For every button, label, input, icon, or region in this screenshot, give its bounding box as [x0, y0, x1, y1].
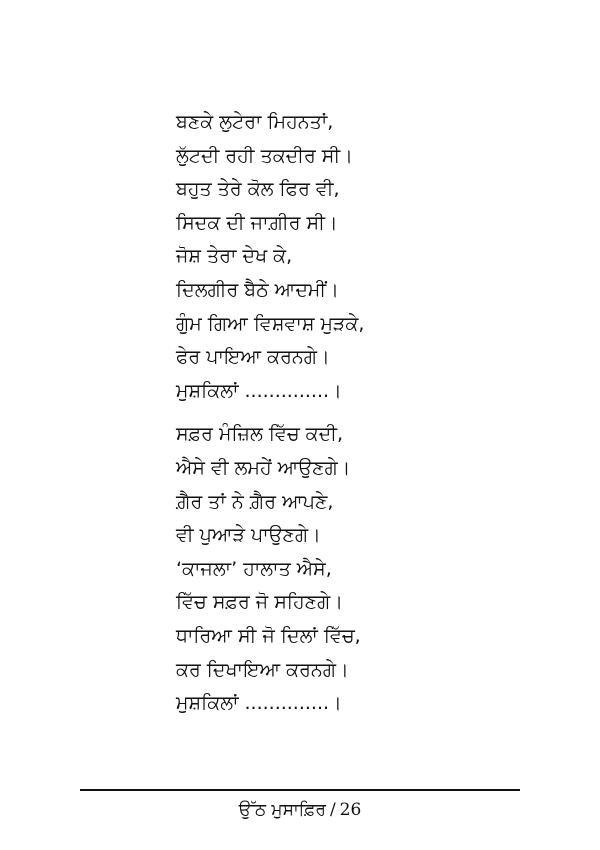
poem-line: ‘ਕਾਜਲਾ’ ਹਾਲਾਤ ਐਸੇ,	[176, 557, 332, 580]
footer-divider	[80, 789, 520, 791]
poem-line: ਧਾਰਿਆ ਸੀ ਜੋ ਦਿਲਾਂ ਵਿੱਚ,	[176, 624, 361, 647]
poem-line: ਵੀ ਪੁਆੜੇ ਪਾਉਣਗੇ।	[176, 524, 321, 547]
poem-line: ਬਹੁਤ ਤੇਰੇ ਕੋਲ ਫਿਰ ਵੀ,	[176, 178, 340, 201]
poem-line: ਐਸੇ ਵੀ ਲਮਹੇਂ ਆਉਣਗੇ।	[176, 456, 351, 479]
poem-line: ਵਿੱਚ ਸਫ਼ਰ ਜੋ ਸਹਿਣਗੇ।	[176, 591, 344, 614]
poem-line: ਗੁੰਮ ਗਿਆ ਵਿਸ਼ਵਾਸ਼ ਮੁੜਕੇ,	[176, 312, 365, 335]
stanza-2	[176, 418, 576, 720]
poem-line: ਬਣਕੇ ਲੁਟੇਰਾ ਮਿਹਨਤਾਂ,	[176, 111, 334, 133]
poem-line: ਲੁੱਟਦੀ ਰਹੀ ਤਕਦੀਰ ਸੀ।	[176, 144, 353, 167]
poem-line: ਫੇਰ ਪਾਇਆ ਕਰਨਗੇ।	[176, 346, 330, 369]
refrain-line: ਮੁਸ਼ਕਿਲਾਂ ..............।	[176, 692, 342, 715]
footer-separator: /	[329, 800, 336, 820]
refrain-line: ਮੁਸ਼ਕਿਲਾਂ ..............।	[176, 379, 342, 402]
poem-line: ਸਿਦਕ ਦੀ ਜਾਗ਼ੀਰ ਸੀ।	[176, 211, 338, 234]
page-number: 26	[339, 800, 362, 820]
poem-line: ਜੋਸ਼ ਤੇਰਾ ਦੇਖ ਕੇ,	[176, 245, 293, 268]
poem-line: ਕਰ ਦਿਖਾਇਆ ਕਰਨਗੇ।	[176, 658, 349, 681]
poem-line: ਦਿਲਗੀਰ ਬੈਠੇ ਆਦਮੀਂ।	[176, 278, 339, 301]
book-title: ਉੱਠ ਮੁਸਾਫ਼ਿਰ	[238, 800, 326, 820]
poem	[176, 106, 576, 721]
stanza-1	[176, 106, 576, 408]
poem-line: ਗ਼ੈਰ ਤਾਂ ਨੇ ਗ਼ੈਰ ਆਪਣੇ,	[176, 490, 334, 513]
poem-line: ਸਫ਼ਰ ਮੰਜ਼ਿਲ ਵਿੱਚ ਕਦੀ,	[176, 423, 343, 446]
page-footer	[0, 796, 600, 824]
